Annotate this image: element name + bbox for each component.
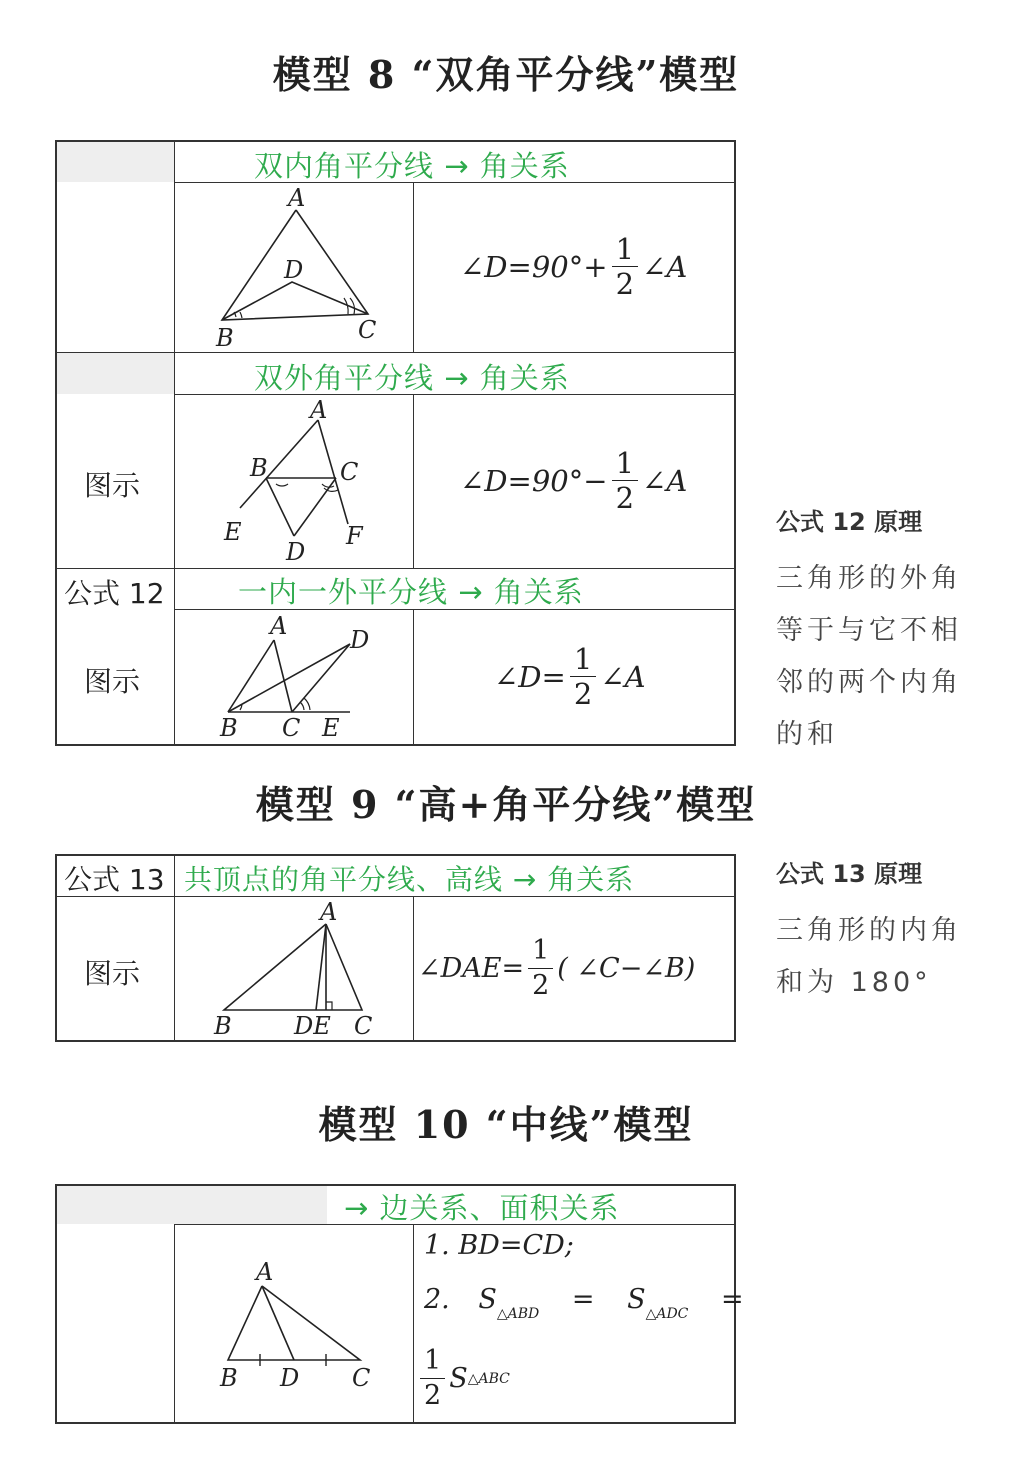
row1-formula: ∠D=90°+ $\frac{1}{2}$ ∠A: [460, 232, 688, 301]
median-eq-3: $\frac{1}{2}$ S △ABC: [420, 1344, 510, 1413]
row3-label: 图示: [84, 665, 141, 698]
formula13-label: 公式 13: [64, 863, 165, 896]
svg-text:B: B: [214, 1012, 232, 1040]
outer-bisector-diagram: [200, 396, 400, 568]
svg-text:B: B: [220, 1364, 238, 1392]
divider: [174, 1224, 175, 1424]
side-note-13-head: 公式 13 原理: [776, 860, 923, 888]
svg-text:C: C: [352, 1364, 371, 1392]
svg-text:A: A: [256, 1258, 274, 1286]
inner-outer-bisector-diagram: [200, 612, 400, 744]
svg-text:C: C: [354, 1012, 373, 1040]
formula12-label: 公式 12: [64, 577, 165, 610]
side-note-line: 邻的两个内角: [776, 667, 962, 698]
svg-text:C: C: [282, 714, 301, 742]
row2-label: 图示: [84, 469, 141, 502]
faded-cell: [57, 352, 175, 394]
svg-text:D: D: [280, 1364, 300, 1392]
side-note-13: [776, 854, 962, 1009]
svg-text:A: A: [320, 898, 338, 926]
side-note-12-head: 公式 12 原理: [776, 508, 923, 536]
svg-text:F: F: [346, 522, 363, 550]
divider: [413, 1224, 414, 1424]
divider: [55, 352, 736, 353]
divider: [413, 394, 414, 568]
faded-cell: [57, 1186, 327, 1224]
svg-text:A: A: [270, 612, 288, 640]
model9-formula: ∠DAE= $\frac{1}{2}$ ( ∠C−∠B): [418, 935, 696, 1001]
model10-title: 模型 10 “中线”模型: [318, 1102, 694, 1147]
median-eq-1: 1. BD=CD;: [424, 1230, 574, 1261]
svg-text:E: E: [224, 518, 242, 546]
side-note-12: [776, 502, 962, 761]
inner-bisector-diagram: [200, 186, 400, 350]
model9-title: 模型 9 “高+角平分线”模型: [255, 782, 757, 827]
svg-text:E: E: [322, 714, 340, 742]
median-diagram: [200, 1256, 400, 1406]
svg-text:DE: DE: [294, 1012, 331, 1040]
model10-header: → 边关系、面积关系: [344, 1191, 620, 1225]
side-note-line: 的和: [776, 719, 838, 750]
divider: [413, 609, 414, 746]
svg-text:B: B: [220, 714, 238, 742]
row3-header: 一内一外平分线 → 角关系: [238, 575, 584, 609]
point-label: C: [358, 316, 377, 344]
row1-header: 双内角平分线 → 角关系: [254, 149, 570, 183]
model9-label: 图示: [84, 957, 141, 990]
side-note-line: 三角形的外角: [776, 563, 962, 594]
point-label: D: [284, 256, 304, 284]
row2-formula: ∠D=90°− $\frac{1}{2}$ ∠A: [460, 446, 688, 515]
svg-text:D: D: [350, 626, 370, 654]
row2-header: 双外角平分线 → 角关系: [254, 361, 570, 395]
divider: [174, 140, 175, 746]
row3-formula: ∠D= $\frac{1}{2}$ ∠A: [494, 642, 646, 711]
point-label: B: [216, 324, 234, 350]
divider: [55, 568, 736, 569]
altitude-bisector-diagram: [200, 898, 400, 1040]
model8-title: 模型 8 “双角平分线”模型: [272, 52, 740, 97]
divider: [413, 896, 414, 1042]
svg-text:B: B: [250, 454, 268, 482]
side-note-line: 和为 180°: [776, 967, 932, 998]
divider: [413, 182, 414, 352]
side-note-line: 三角形的内角: [776, 915, 962, 946]
svg-text:D: D: [286, 538, 306, 566]
point-label: A: [288, 186, 306, 212]
faded-cell: [57, 142, 175, 182]
side-note-line: 等于与它不相: [776, 615, 962, 646]
divider: [174, 854, 175, 1042]
svg-text:C: C: [340, 458, 359, 486]
median-eq-2: 2. $S_{\triangle ABD} = S_{\triangle ADC}$ =: [424, 1284, 744, 1322]
model9-header: 共顶点的角平分线、高线 → 角关系: [184, 863, 635, 896]
svg-text:A: A: [310, 396, 328, 424]
